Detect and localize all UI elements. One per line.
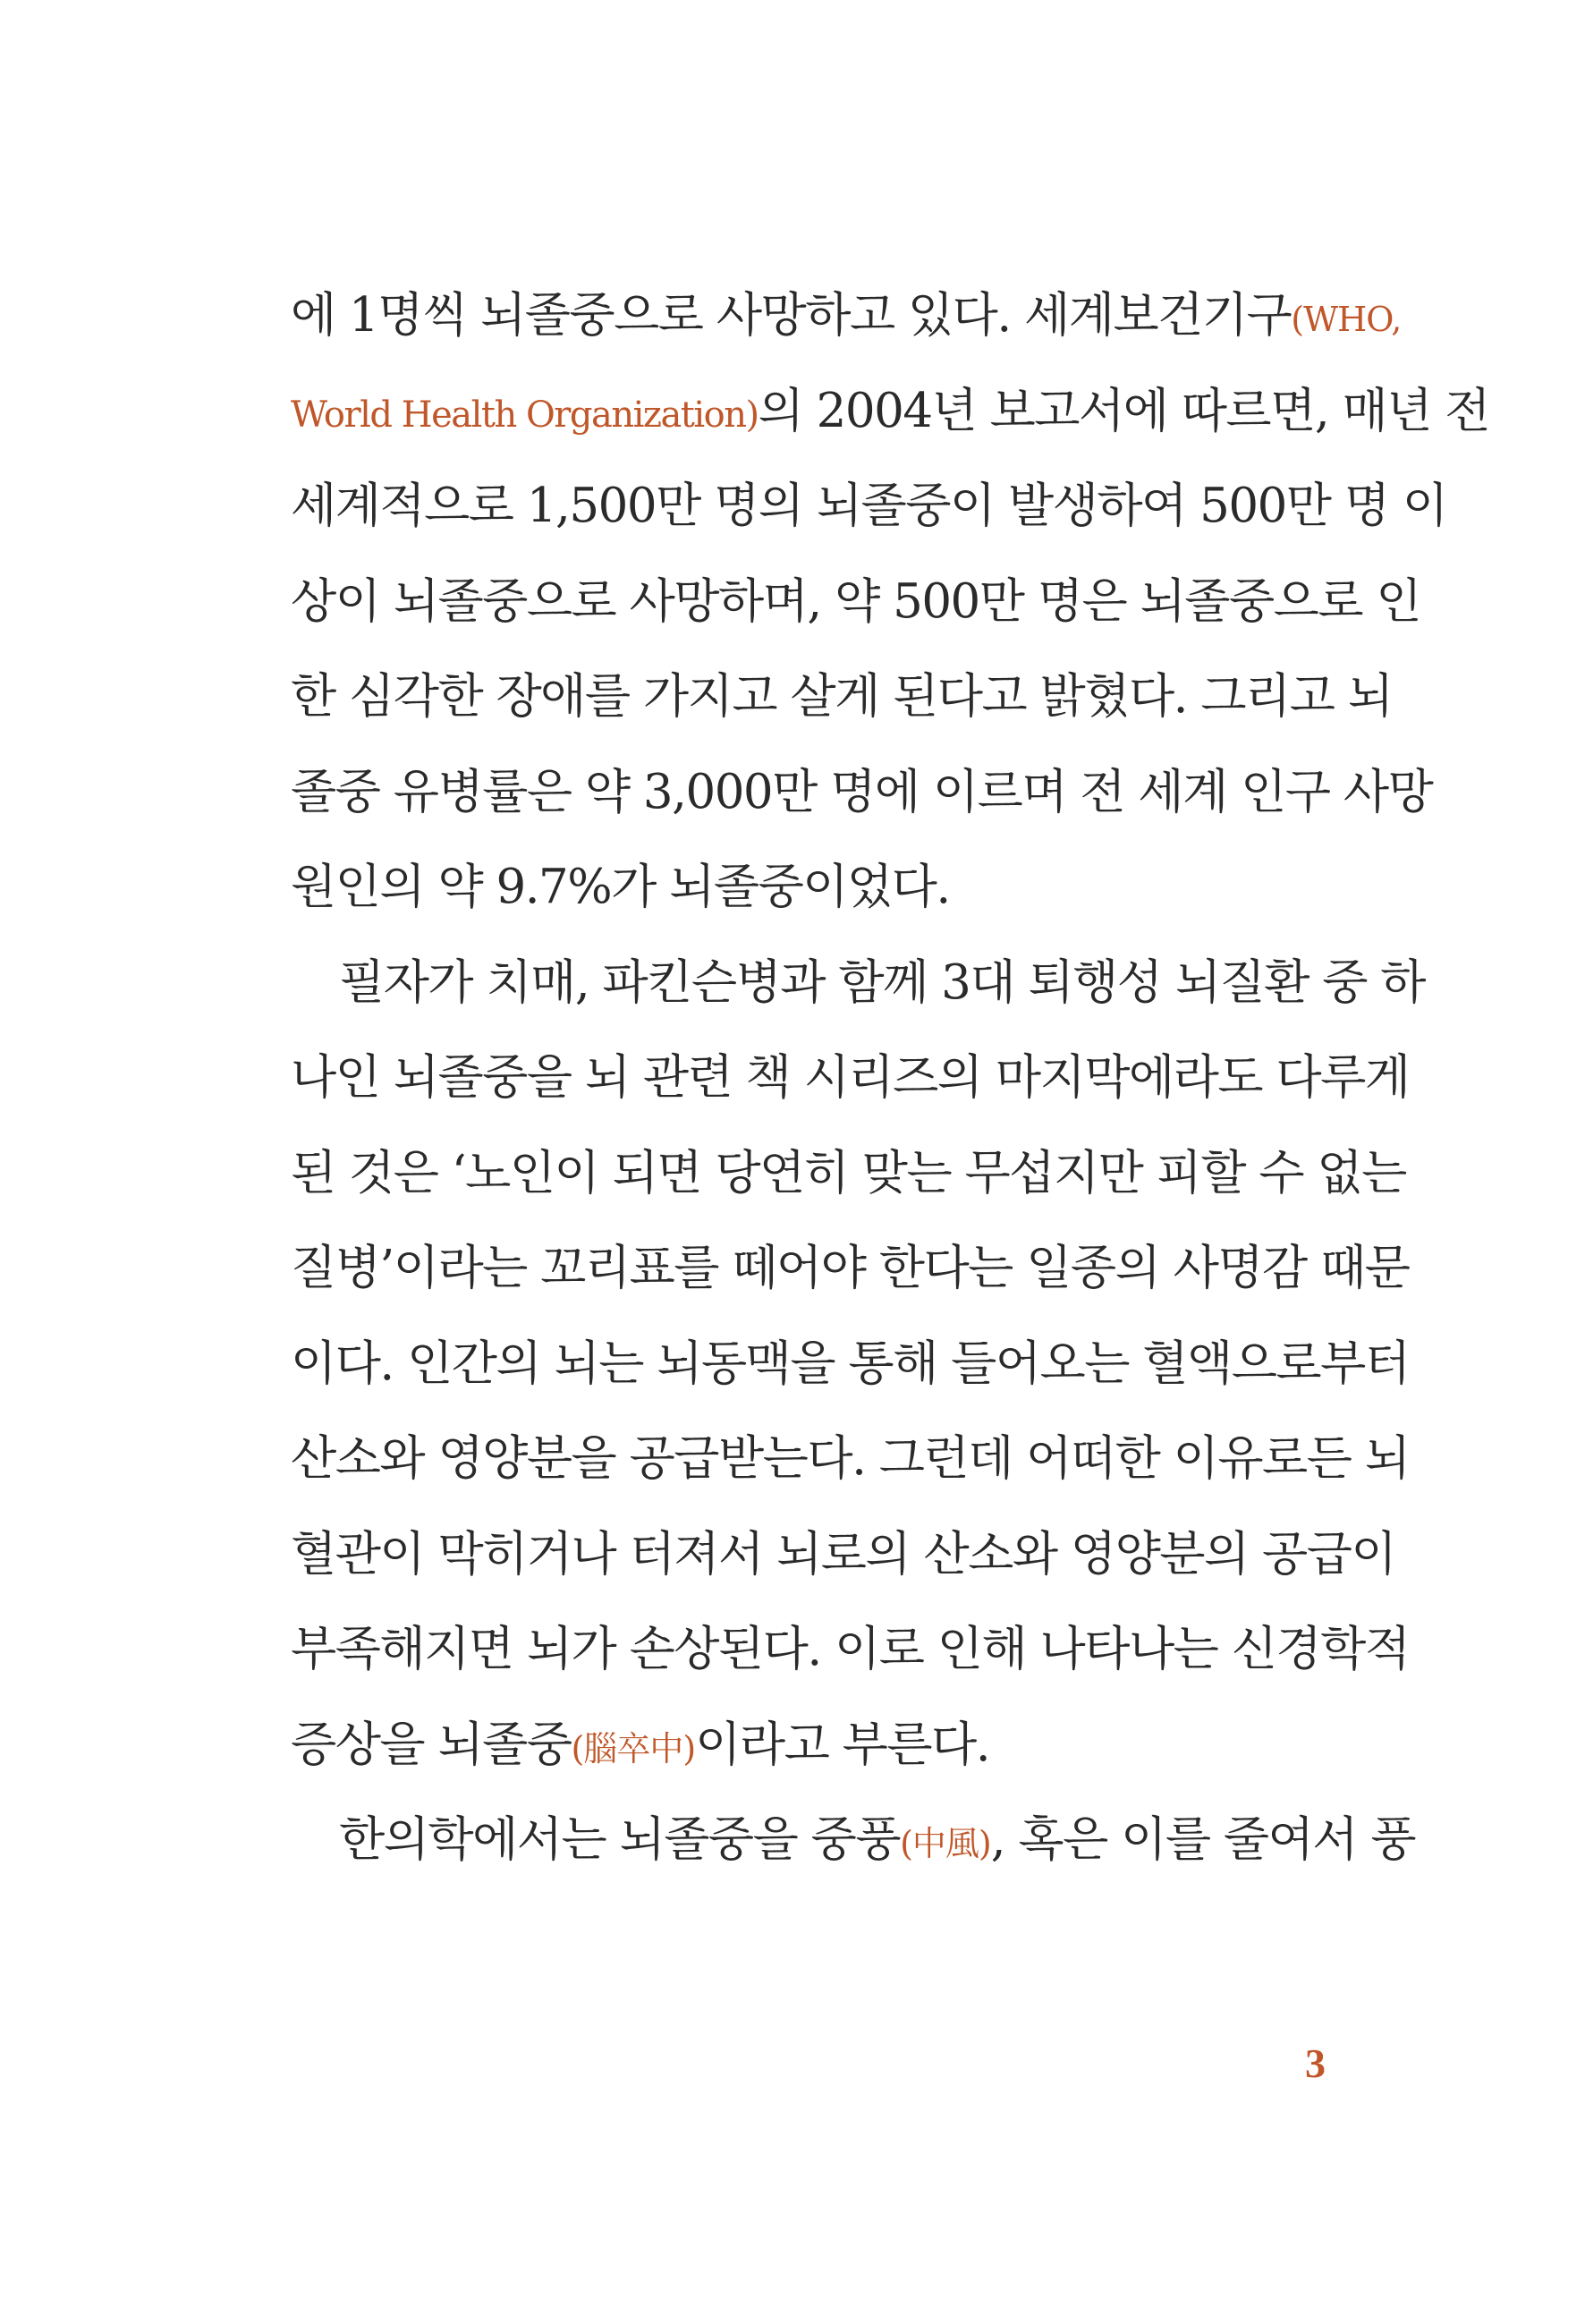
line-text: , 혹은 이를 줄여서 풍 (990, 1812, 1416, 1867)
text-line: 산소와 영양분을 공급받는다. 그런데 어떠한 이유로든 뇌 (291, 1431, 1410, 1486)
text-line: 된 것은 ‘노인이 되면 당연히 맞는 무섭지만 피할 수 없는 (291, 1145, 1406, 1200)
paragraph-start (291, 1793, 1416, 1888)
text-line: 졸중 유병률은 약 3,000만 명에 이르며 전 세계 인구 사망 (291, 764, 1433, 819)
text-line: 상이 뇌졸중으로 사망하며, 약 500만 명은 뇌졸중으로 인 (291, 573, 1421, 629)
text-line (291, 268, 1402, 364)
text-line: 질병’이라는 꼬리표를 떼어야 한다는 일종의 사명감 때문 (291, 1241, 1410, 1295)
page-number: 3 (1305, 2040, 1326, 2086)
line-text: 의 2004년 보고서에 따르면, 매년 전 (758, 383, 1489, 438)
line-text: 이라고 부른다. (695, 1717, 990, 1772)
paragraph-start: 필자가 치매, 파킨슨병과 함께 3대 퇴행성 뇌질환 중 하 (339, 954, 1426, 1010)
text-line (291, 1698, 1319, 1794)
line-text: 한의학에서는 뇌졸중을 중풍 (339, 1812, 901, 1867)
text-line: 세계적으로 1,500만 명의 뇌졸중이 발생하여 500만 명 이 (291, 479, 1447, 533)
annotation-hanja-wind: (中風) (900, 1824, 991, 1863)
annotation-who: (WHO, (1291, 300, 1402, 339)
text-line: 부족해지면 뇌가 손상된다. 이로 인해 나타나는 신경학적 (291, 1622, 1410, 1676)
line-text: 증상을 뇌졸중 (291, 1717, 572, 1772)
text-line (291, 364, 1489, 460)
annotation-who-full: World Health Organization) (291, 394, 759, 436)
annotation-hanja-stroke: (腦卒中) (571, 1728, 696, 1768)
text-line: 혈관이 막히거나 터져서 뇌로의 산소와 영양분의 공급이 (291, 1526, 1396, 1582)
body-text (291, 268, 1489, 1888)
text-line: 한 심각한 장애를 가지고 살게 된다고 밝혔다. 그리고 뇌 (291, 669, 1393, 724)
line-text: 에 1명씩 뇌졸중으로 사망하고 있다. 세계보건기구 (291, 288, 1292, 343)
text-line: 이다. 인간의 뇌는 뇌동맥을 통해 들어오는 혈액으로부터 (291, 1336, 1410, 1391)
text-line: 원인의 약 9.7%가 뇌졸중이었다. (291, 860, 950, 914)
text-line: 나인 뇌졸중을 뇌 관련 책 시리즈의 마지막에라도 다루게 (291, 1050, 1410, 1105)
